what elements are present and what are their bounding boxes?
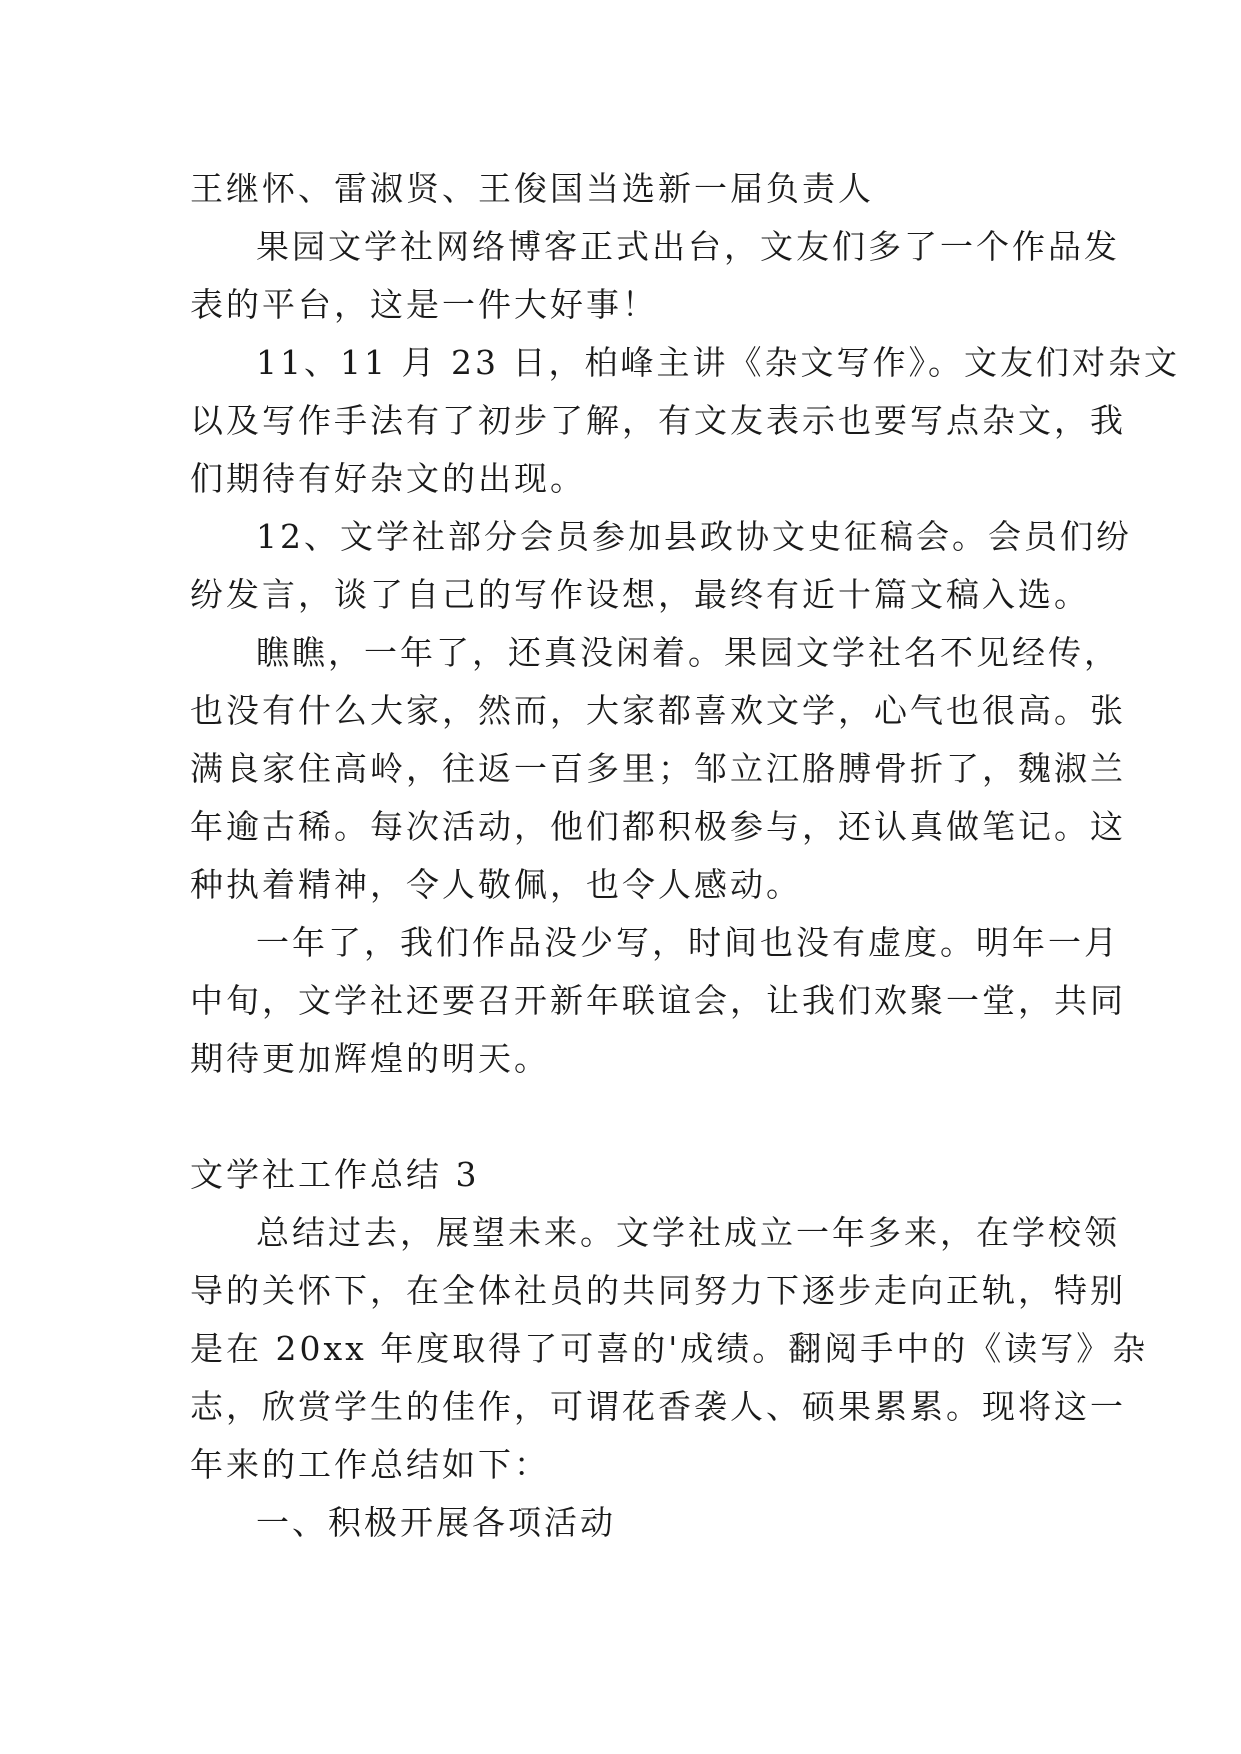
paragraph-line: 以及写作手法有了初步了解，有文友表示也要写点杂文，我 <box>190 401 1126 440</box>
heading-1: 王继怀、雷淑贤、王俊国当选新一届负责人 <box>190 169 874 208</box>
paragraph-line: 果园文学社网络博客正式出台，文友们多了一个作品发 <box>256 227 1120 266</box>
paragraph-line: 总结过去，展望未来。文学社成立一年多来，在学校领 <box>256 1213 1120 1252</box>
para-7 <box>190 1494 1060 1552</box>
para-3 <box>190 508 1132 624</box>
paragraph-line: 瞧瞧，一年了，还真没闲着。果园文学社名不见经传， <box>256 633 1120 672</box>
section-gap <box>190 1088 1060 1146</box>
paragraph-line: 年逾古稀。每次活动，他们都积极参与，还认真做笔记。这 <box>190 807 1126 846</box>
paragraph-line: 期待更加辉煌的明天。 <box>190 1039 550 1078</box>
paragraph-line: 志，欣赏学生的佳作，可谓花香袭人、硕果累累。现将这一 <box>190 1387 1126 1426</box>
paragraph-line: 中旬，文学社还要召开新年联谊会，让我们欢聚一堂，共同 <box>190 981 1126 1020</box>
paragraph-line: 11、11 月 23 日，柏峰主讲《杂文写作》。文友们对杂文 <box>256 343 1180 382</box>
para-5 <box>190 914 1126 1088</box>
paragraph-line: 满良家住高岭，往返一百多里；邹立江胳膊骨折了，魏淑兰 <box>190 749 1126 788</box>
heading-2: 文学社工作总结 3 <box>190 1155 480 1194</box>
paragraph-line: 表的平台，这是一件大好事！ <box>190 285 658 324</box>
para-6 <box>190 1204 1149 1494</box>
paragraph-line: 年来的工作总结如下： <box>190 1445 550 1484</box>
paragraph-line: 12、文学社部分会员参加县政协文史征稿会。会员们纷 <box>256 517 1132 556</box>
paragraph-line: 纷发言，谈了自己的写作设想，最终有近十篇文稿入选。 <box>190 575 1090 614</box>
paragraph-line: 也没有什么大家，然而，大家都喜欢文学，心气也很高。张 <box>190 691 1126 730</box>
document-page <box>190 160 1180 1552</box>
para-4 <box>190 624 1126 914</box>
paragraph-line: 们期待有好杂文的出现。 <box>190 459 586 498</box>
paragraph-line: 导的关怀下，在全体社员的共同努力下逐步走向正轨，特别 <box>190 1271 1126 1310</box>
paragraph-line: 种执着精神，令人敬佩，也令人感动。 <box>190 865 802 904</box>
para-1 <box>190 218 1120 334</box>
paragraph-line: 一、积极开展各项活动 <box>256 1503 616 1542</box>
para-2 <box>190 334 1180 508</box>
paragraph-line: 是在 20xx 年度取得了可喜的'成绩。翻阅手中的《读写》杂 <box>190 1329 1149 1368</box>
paragraph-line: 一年了，我们作品没少写，时间也没有虚度。明年一月 <box>256 923 1120 962</box>
